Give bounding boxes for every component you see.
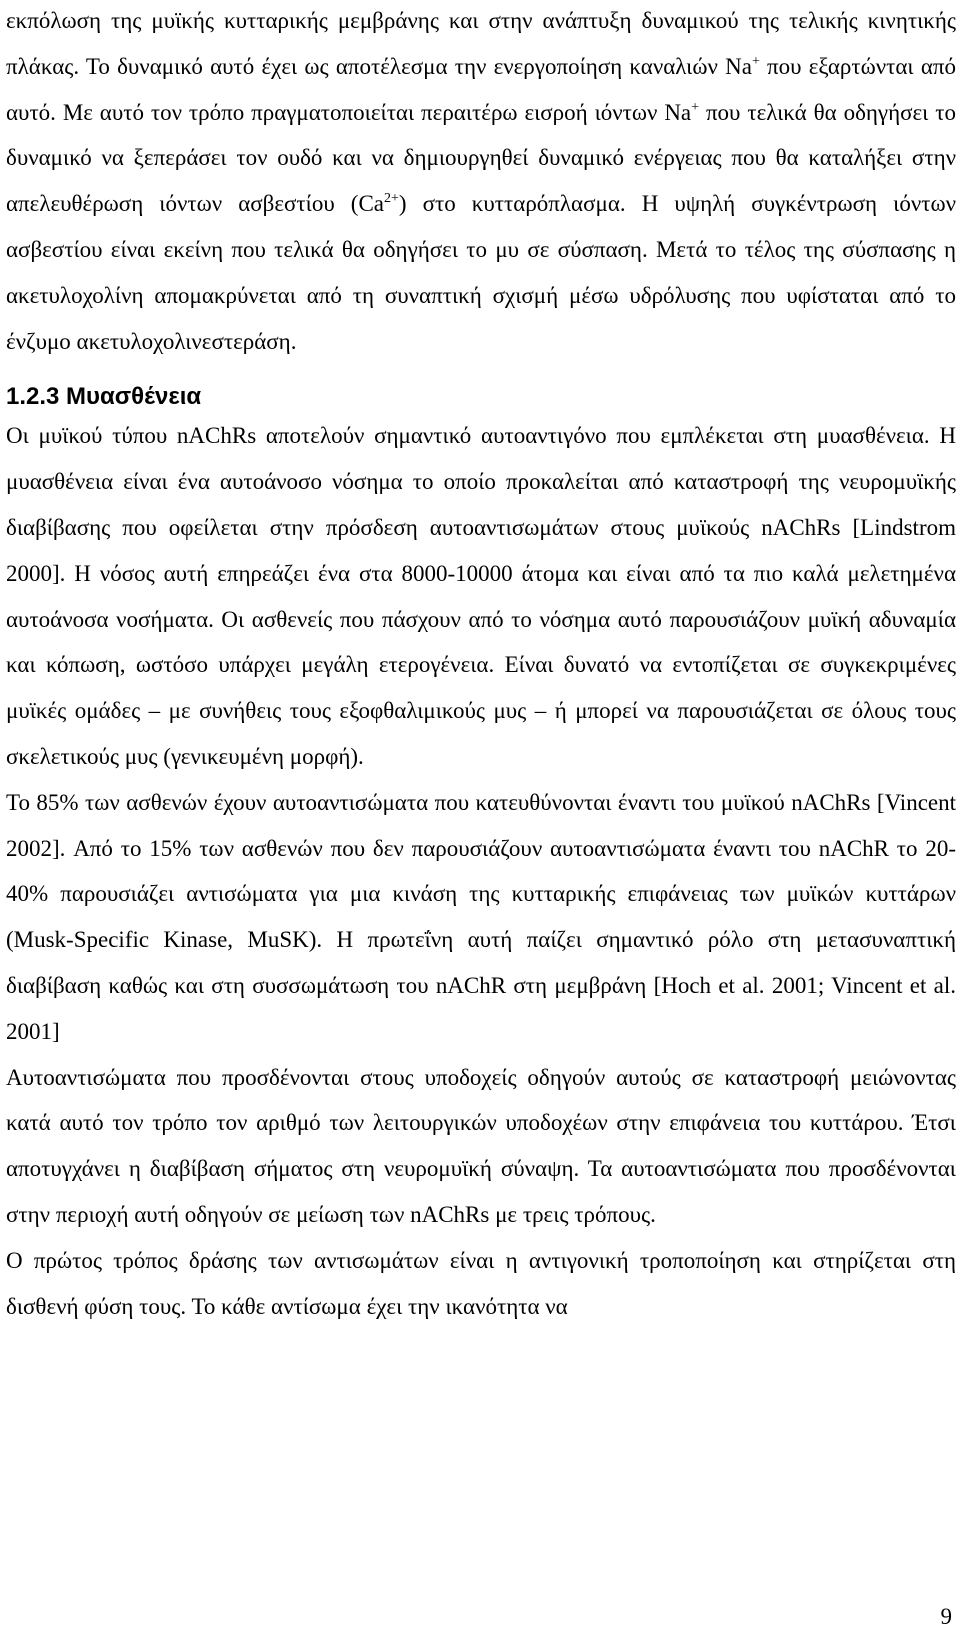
document-page [6,0,956,1329]
paragraph-1-text-c: που τελικά θα οδηγήσει το δυναμικό να ξεπεράσει τον ουδό και να δημιουργηθεί δυναμικό ενέργειας που θα καταλήξει στην απελευθέρωση ιόντων ασβεστίου (Ca [6,99,956,217]
paragraph-1-text-a: εκπόλωση της μυϊκής κυτταρικής μεμβράνης και στην ανάπτυξη δυναμικού της τελικής κινητικής πλάκας. Το δυναμικό αυτό έχει ως αποτέλεσμα την ενεργοποίηση καναλιών Na [6,8,956,79]
paragraph-first-mechanism: Ο πρώτος τρόπος δράσης των αντισωμάτων είναι η αντιγονική τροποποίηση και στηρίζεται στη δισθενή φύση τους. Το κάθε αντίσωμα έχει την ικανότητα να [6,1247,956,1319]
paragraph-1-text-b: που εξαρτώνται από αυτό. Με αυτό τον τρόπο πραγματοποιείται περαιτέρω εισροή ιόντων Na [6,53,956,125]
paragraph-receptor-destruction: Αυτοαντισώματα που προσδένονται στους υποδοχείς οδηγούν αυτούς σε καταστροφή μειώνοντας κατά αυτό τον τρόπο τον αριθμό των λειτουργικών υποδοχέων στην επιφάνεια του κυττάρου. Έτσι αποτυγχάνει η διαβίβαση σήματος στη νευρομυϊκή σύναψη. Τα αυτοαντισώματα που προσδένονται στην περιοχή αυτή οδηγούν σε μείωση των nAChRs με τρεις τρόπους. [6,1064,956,1227]
sodium-ion-superscript-2: + [691,99,700,115]
paragraph-antibody-statistics: Το 85% των ασθενών έχουν αυτοαντισώματα που κατευθύνονται έναντι του μυϊκού nAChRs [Vincent 2002]. Από το 15% των ασθενών που δεν παρουσιάζουν αυτοαντισώματα έναντι του nAChR το 20-40% παρουσιάζει αντισώματα για μια κινάση της κυτταρικής επιφάνειας των μυϊκών κυττάρων (Musk-Specific Kinase, MuSK). Η πρωτεΐνη αυτή παίζει σημαντικό ρόλο στη μετασυναπτική διαβίβαση καθώς και στη συσσωμάτωση του nAChR στη μεμβράνη [Hoch et al. 2001; Vincent et al. 2001] [6,789,956,1044]
calcium-ion-superscript: 2+ [384,191,399,207]
paragraph-membrane-depolarization [6,0,956,364]
section-heading-myasthenia: 1.2.3 Μυασθένεια [6,383,202,411]
paragraph-1-text-d: ) στο κυτταρόπλασμα. Η υψηλή συγκέντρωση ιόντων ασβεστίου είναι εκείνη που τελικά θα οδηγήσει το μυ σε σύσπαση. Μετά το τέλος της σύσπασης η ακετυλοχολίνη απομακρύνεται από τη συναπτική σχισμή μέσω υδρόλυσης που υφίσταται από το ένζυμο ακετυλοχολινεστεράση. [6,191,956,354]
paragraph-myasthenia-intro: Οι μυϊκού τύπου nAChRs αποτελούν σημαντικό αυτοαντιγόνο που εμπλέκεται στη μυασθένεια. Η μυασθένεια είναι ένα αυτοάνοσο νόσημα το οποίο προκαλείται από καταστροφή της νευρομυϊκής διαβίβασης που οφείλεται στην πρόσδεση αυτοαντισωμάτων στους μυϊκούς nAChRs [Lindstrom 2000]. Η νόσος αυτή επηρεάζει ένα στα 8000-10000 άτομα και είναι από τα πιο καλά μελετημένα αυτοάνοσα νοσήματα. Οι ασθενείς που πάσχουν από το νόσημα αυτό παρουσιάζουν μυϊκή αδυναμία και κόπωση, ωστόσο υπάρχει μεγάλη ετερογένεια. Είναι δυνατό να εντοπίζεται σε συγκεκριμένες μυϊκές ομάδες – με συνήθεις τους εξοφθαλιμικούς μυς – ή μπορεί να παρουσιάζεται σε όλους τους σκελετικούς μυς (γενικευμένη μορφή). [6,423,956,769]
sodium-ion-superscript: + [751,53,760,69]
page-number: 9 [940,1604,952,1629]
